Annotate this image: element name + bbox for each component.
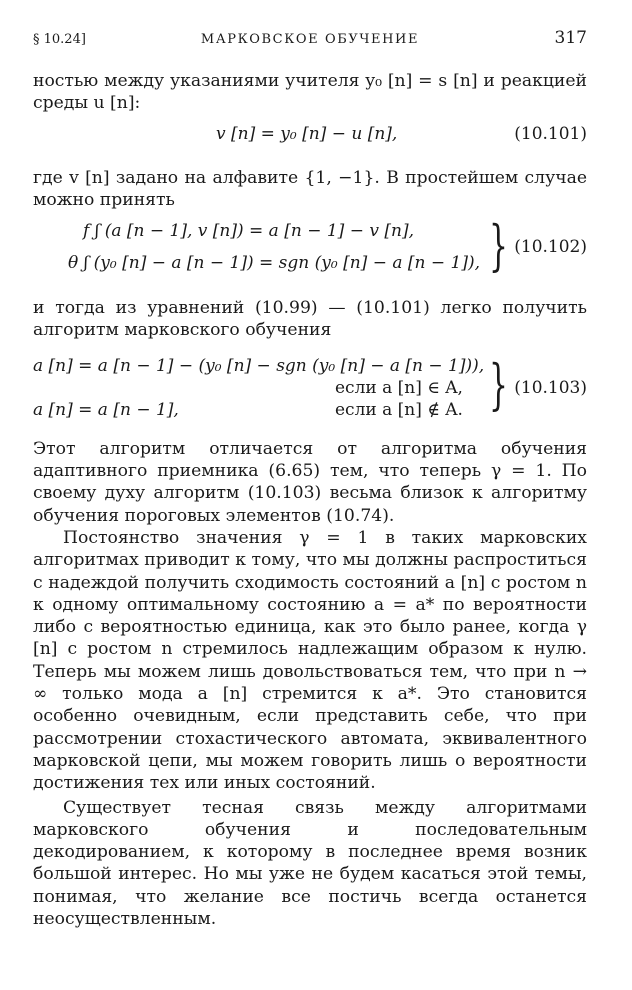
right-brace: }	[489, 352, 508, 416]
paragraph-1: ностью между указаниями учителя y₀ [n] = s [n] и реакцией среды u [n]:	[33, 71, 587, 114]
equation-line-1: f ʃ (a [n − 1], v [n]) = a [n − 1] − v [n],	[83, 221, 414, 242]
paragraph-2: где v [n] задано на алфавите {1, −1}. В простейшем случае можно принять	[33, 167, 587, 210]
equation-line-1: a [n] = a [n − 1] − (y₀ [n] − sgn (y₀ [n] − a [n − 1])),	[33, 355, 485, 376]
equation-10-103	[33, 342, 587, 430]
equation-line-2: a [n] = a [n − 1],	[33, 399, 179, 420]
section-reference: § 10.24]	[33, 32, 86, 47]
equation-body: v [n] = y₀ [n] − u [n],	[216, 123, 398, 144]
page-number: 317	[554, 28, 587, 48]
book-page	[33, 26, 587, 930]
equation-number: (10.103)	[514, 377, 587, 398]
equation-line-2: θ ʃ (y₀ [n] − a [n − 1]) = sgn (y₀ [n] − a [n − 1]),	[68, 253, 481, 274]
paragraph-3: и тогда из уравнений (10.99) — (10.101) легко получить алгоритм марковского обучения	[33, 298, 587, 341]
equation-condition-2: если a [n] ∉ A.	[335, 399, 463, 420]
equation-condition-1: если a [n] ∈ A,	[335, 377, 463, 398]
running-header	[33, 26, 587, 56]
paragraph-6: Существует тесная связь между алгоритмами марковского обучения и последовательным декодированием, к которому в последнее время возник большой интерес. Но мы уже не будем касаться этой темы, понимая, что желание все постичь всегда останется неосуществленным.	[33, 797, 587, 930]
equation-number: (10.101)	[514, 123, 587, 144]
paragraph-4: Этот алгоритм отличается от алгоритма обучения адаптивного приемника (6.65) тем, что теперь γ = 1. По своему духу алгоритм (10.103) весьма близок к алгоритму обучения пороговых элементов (10.74).	[33, 438, 587, 526]
paragraph-5: Постоянство значения γ = 1 в таких марковских алгоритмах приводит к тому, что мы должны распроститься с надеждой получить сходимость состояний a [n] с ростом n к одному оптимальному состоянию a = a* по вероятности либо с вероятностью единица, как это было ранее, когда γ [n] с ростом n стремилось надлежащим образом к нулю. Теперь мы можем лишь довольствоваться тем, что при n → ∞ только мода a [n] стремится к a*. Это становится особенно очевидным, если представить себе, что при рассмотрении стохастического автомата, эквивалентного марковской цепи, мы можем говорить лишь о вероятности достижения тех или иных состояний.	[33, 527, 587, 794]
equation-10-102	[33, 211, 587, 289]
right-brace: }	[489, 214, 508, 278]
equation-10-101	[33, 115, 587, 155]
chapter-title: МАРКОВСКОЕ ОБУЧЕНИЕ	[200, 32, 420, 47]
equation-number: (10.102)	[514, 237, 587, 258]
